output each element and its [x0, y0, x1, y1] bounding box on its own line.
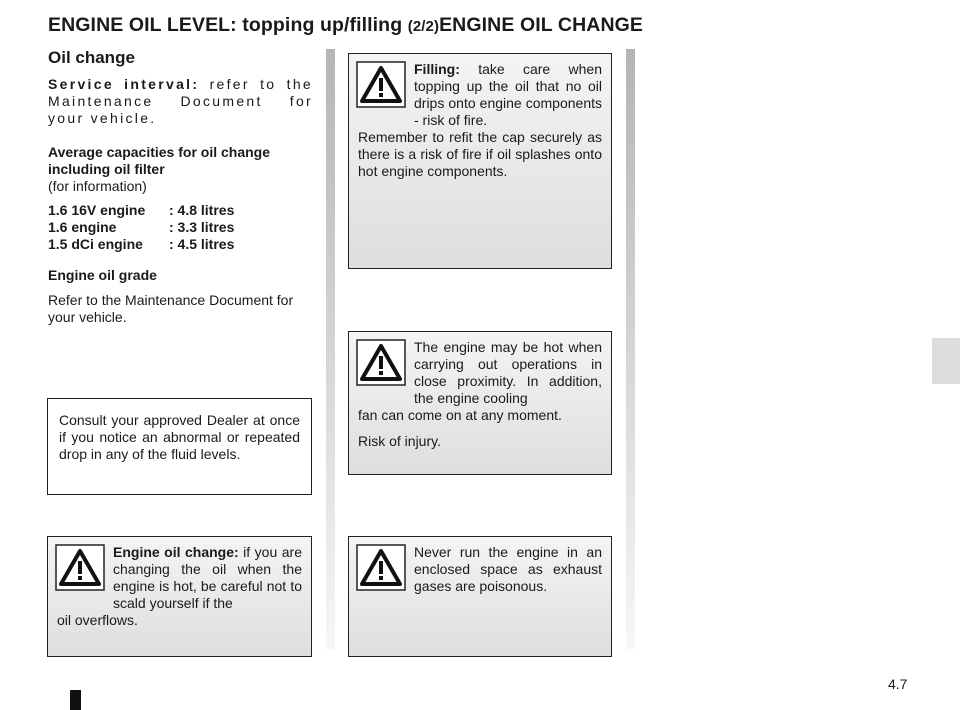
right-column-divider [626, 49, 635, 649]
warning-box-enclosed-space [348, 536, 612, 657]
warning-box-oil-change [47, 536, 312, 657]
section-tab [932, 338, 960, 384]
warning-engine-hot-extra: Risk of injury. [358, 433, 441, 449]
warning-oil-change-lead: Engine oil change: if you are changing the oil when the engine is hot, be careful not to scald yourself if the [113, 544, 302, 611]
oil-grade-text: Refer to the Maintenance Document for your vehicle. [48, 292, 294, 325]
oil-change-heading: Oil change [48, 48, 135, 67]
table-row: 1.5 dCi engine : 4.5 litres [48, 236, 235, 252]
service-interval-paragraph [48, 76, 313, 127]
warning-engine-hot-rest: fan can come on at any moment. [358, 407, 562, 423]
warning-filling-rest: Remember to refit the cap securely as there is a risk of fire if oil splashes onto hot engine components. [358, 129, 602, 179]
oil-change-section [48, 49, 313, 326]
service-interval-label: Service interval: [48, 76, 200, 92]
title-page-indicator: (2/2) [407, 18, 440, 35]
warning-oil-change-rest: oil overflows. [57, 612, 138, 628]
crop-mark [70, 690, 81, 710]
warning-engine-hot-lead: The engine may be hot when carrying out operations in close proximity. In addition, the engine cooling [414, 339, 602, 406]
page-title [48, 14, 643, 37]
warning-enclosed-space-text: Never run the engine in an enclosed space as exhaust gases are poisonous. [414, 544, 602, 594]
table-row: 1.6 engine : 3.3 litres [48, 219, 235, 235]
left-column-divider [326, 49, 335, 649]
dealer-note-box [47, 398, 312, 495]
table-row: 1.6 16V engine : 4.8 litres [48, 202, 235, 218]
warning-box-filling [348, 53, 612, 269]
service-interval-text: refer to the Maintenance Document for your vehicle. [48, 76, 313, 126]
oil-grade-heading: Engine oil grade [48, 267, 157, 283]
page-number: 4.7 [888, 676, 908, 692]
capacities-heading: Average capacities for oil change including oil filter [48, 144, 271, 177]
capacities-table [48, 202, 234, 253]
dealer-note-text: Consult your approved Dealer at once if you notice an abnormal or repeated drop in any of the fluid levels. [59, 412, 300, 462]
title-main: ENGINE OIL LEVEL: topping up/filling [48, 14, 408, 36]
title-second: ENGINE OIL CHANGE [439, 14, 644, 36]
capacities-note: (for information) [48, 178, 147, 194]
warning-filling-lead: Filling: take care when topping up the oil that no oil drips onto engine components - risk of fire. [414, 61, 602, 128]
warning-box-engine-hot [348, 331, 612, 475]
